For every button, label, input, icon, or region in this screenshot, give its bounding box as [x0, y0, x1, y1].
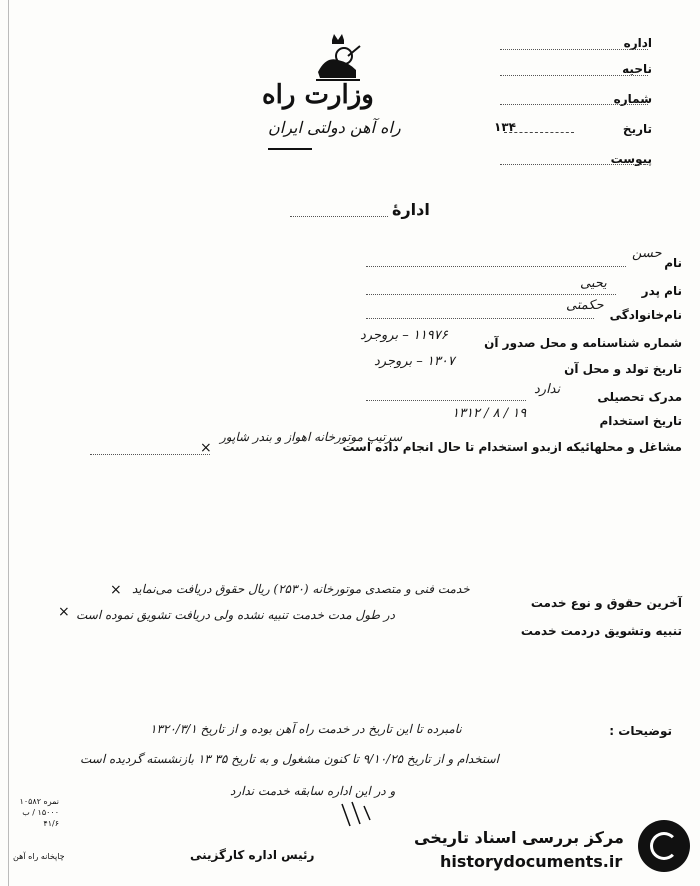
notes-label: توضیحات :: [609, 724, 672, 738]
row-value-hire-date: ۱۹ / ۸ / ۱۳۱۲: [452, 406, 527, 421]
header-field-line-idare: [500, 49, 648, 50]
cross-mark-icon: ×: [200, 440, 212, 456]
row-value-family: حکمتی: [566, 298, 604, 313]
punishment-label: تنبیه وتشویق دردمت خدمت: [520, 624, 682, 638]
cross-mark-icon: ×: [58, 604, 70, 620]
row-label-education: مدرک تحصیلی: [597, 390, 682, 404]
salary-label: آخرین حقوق و نوع خدمت: [530, 596, 682, 610]
watermark-logo-inner-icon: [650, 832, 678, 860]
row-label-family: نام‌خانوادگی: [609, 308, 682, 322]
notes-line-2: استخدام و از تاریخ ۹/۱۰/۲۵ تا کنون مشغول و به تاریخ ۳۵ ۱۳ بازنشسته گردیده است: [80, 752, 499, 766]
row-value-positions: سرتیپ موتورخانه اهواز و بندر شاپور: [220, 430, 403, 444]
header-field-label-idare: اداره: [623, 36, 652, 50]
row-value-father: یحیی: [580, 276, 607, 291]
form-heading-line: [290, 216, 388, 217]
row-value-id: ۱۱۹۷۶ – بروجرد: [360, 328, 448, 343]
row-label-positions: مشاغل و محلهائیکه ازبدو استخدام تا حال انجام داده است: [342, 440, 682, 454]
punishment-value: در طول مدت خدمت تنبیه نشده ولی دریافت تشویق نموده است: [76, 608, 395, 622]
row-label-father: نام پدر: [641, 284, 682, 298]
row-label-name: نام: [664, 256, 682, 270]
slash-marks-icon: [336, 800, 376, 830]
form-code-line-1: نمره ۱۰۵۸۲: [19, 797, 59, 806]
header-field-label-peyvast: پیوست: [610, 152, 652, 166]
notes-line-3: و در این اداره سابقه خدمت ندارد: [230, 784, 396, 798]
row-label-id: شماره شناسنامه و محل صدور آن: [484, 336, 682, 350]
row-label-birth: تاریخ تولد و محل آن: [564, 362, 682, 376]
watermark-title: مرکز بررسی اسناد تاریخی: [414, 828, 624, 847]
row-line-family: [366, 318, 594, 319]
row-line-name: [366, 266, 626, 267]
row-value-name: حسن: [632, 246, 662, 261]
form-code-line-2: ۱۵۰۰۰ / ب: [22, 808, 59, 817]
header-field-line-peyvast: [500, 164, 648, 165]
row-value-birth: ۱۳۰۷ – بروجرد: [374, 354, 455, 369]
cross-mark-icon: ×: [110, 582, 122, 598]
railway-subtitle: راه آهن دولتی ایران: [268, 118, 401, 137]
notes-line-1: نامبرده تا این تاریخ در خدمت راه آهن بوده و از تاریخ ۱۳۲۰/۳/۱: [150, 722, 462, 736]
page-edge: [8, 0, 9, 886]
form-code-line-3: ۴۱/۶: [43, 819, 59, 828]
printer-label: چاپخانه راه آهن: [13, 852, 65, 861]
lion-and-sun-emblem-icon: [312, 32, 364, 84]
header-field-label-shomare: شماره: [613, 92, 652, 106]
row-label-hire-date: تاریخ استخدام: [599, 414, 682, 428]
header-field-label-nahiye: ناحیه: [622, 62, 652, 76]
row-line-education: [366, 400, 526, 401]
form-code-box: [17, 796, 59, 829]
form-heading: ادارهٔ: [392, 200, 430, 219]
row-value-education: ندارد: [534, 382, 561, 397]
header-field-value-tarikh: ۱۳۴: [494, 120, 516, 134]
header-field-label-tarikh: تاریخ: [622, 122, 652, 136]
salary-value: خدمت فنی و متصدی موتورخانه (۲۵۳۰) ریال حقوق دریافت می‌نماید: [132, 582, 470, 596]
watermark-url[interactable]: historydocuments.ir: [440, 852, 623, 871]
row-line-positions: [90, 454, 210, 455]
signature-label: رئیس اداره کارگزینی: [190, 848, 315, 862]
header-field-line-shomare: [500, 104, 648, 105]
subtitle-underline: [268, 148, 312, 150]
ministry-title: وزارت راه: [262, 80, 374, 110]
row-line-father: [366, 294, 616, 295]
header-field-line-nahiye: [500, 75, 648, 76]
